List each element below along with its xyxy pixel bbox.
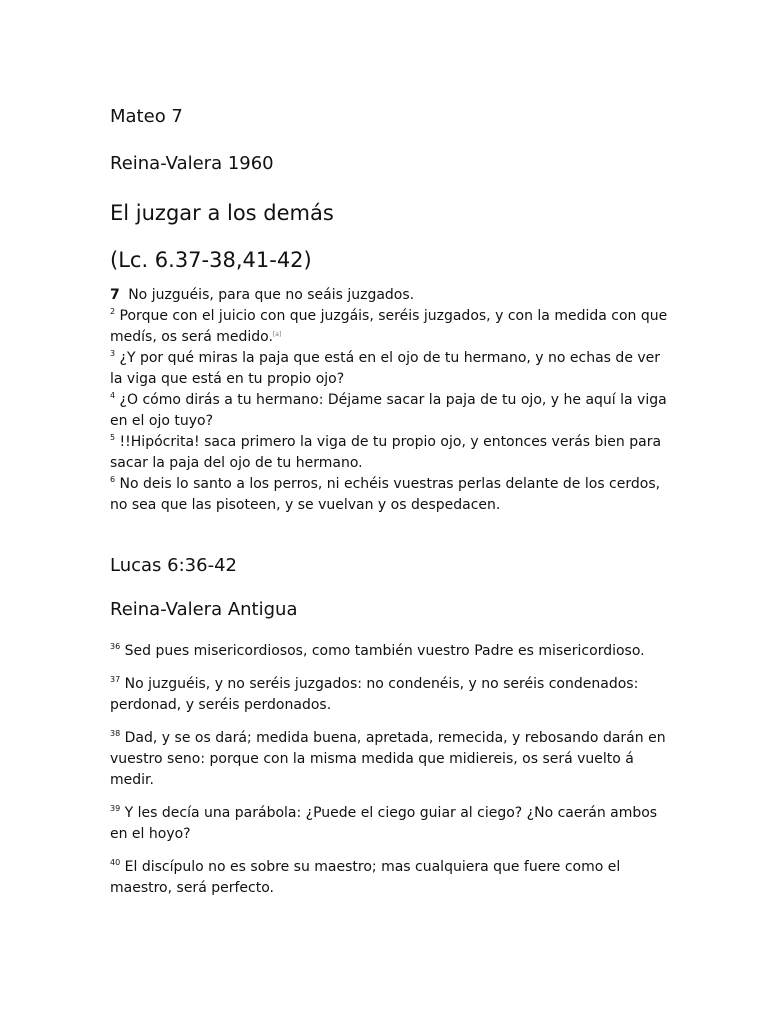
verse-number: 40 — [110, 858, 121, 867]
verse — [110, 728, 670, 791]
verse-text: El discípulo no es sobre su maestro; mas cualquiera que fuere como el maestro, será perfecto. — [110, 859, 621, 896]
chapter-number: 7 — [110, 287, 120, 303]
verse — [110, 285, 670, 306]
verse-number: 6 — [110, 475, 116, 484]
footnote-link[interactable]: [a] — [272, 331, 282, 338]
bible-version: Reina-Valera Antigua — [110, 599, 298, 620]
verse-number: 4 — [110, 391, 116, 400]
section-heading: El juzgar a los demás — [110, 201, 334, 225]
chapter-title: Lucas 6:36-42 — [110, 555, 237, 576]
verse-number: 36 — [110, 642, 121, 651]
verse-text: Sed pues misericordiosos, como también vuestro Padre es misericordioso. — [124, 643, 645, 659]
cross-reference: (Lc. 6.37-38,41-42) — [110, 248, 312, 272]
verse — [110, 803, 670, 845]
verse-list-mateo — [110, 285, 670, 516]
verse-text: No juzguéis, y no seréis juzgados: no condenéis, y no seréis condenados: perdonad, y seréis perdonados. — [110, 676, 639, 713]
verse — [110, 674, 670, 716]
verse — [110, 390, 670, 432]
verse-text: No juzguéis, para que no seáis juzgados. — [123, 287, 415, 303]
verse-text: !!Hipócrita! saca primero la viga de tu propio ojo, y entonces verás bien para sacar la paja del ojo de tu hermano. — [110, 434, 662, 471]
verse-text: Porque con el juicio con que juzgáis, seréis juzgados, y con la medida con que medís, os será medido. — [110, 308, 668, 345]
verse-number: 2 — [110, 307, 116, 316]
verse-number: 39 — [110, 804, 121, 813]
verse-number: 3 — [110, 349, 116, 358]
verse — [110, 474, 670, 516]
verse-text: Y les decía una parábola: ¿Puede el ciego guiar al ciego? ¿No caerán ambos en el hoyo? — [110, 805, 658, 842]
bible-version: Reina-Valera 1960 — [110, 153, 274, 174]
verse-text: ¿Y por qué miras la paja que está en el ojo de tu hermano, y no echas de ver la viga que está en tu propio ojo? — [110, 350, 661, 387]
verse-text: No deis lo santo a los perros, ni echéis vuestras perlas delante de los cerdos, no sea que las pisoteen, y se vuelvan y os despedacen. — [110, 476, 661, 513]
verse — [110, 432, 670, 474]
verse-number: 37 — [110, 675, 121, 684]
verse-text: ¿O cómo dirás a tu hermano: Déjame sacar la paja de tu ojo, y he aquí la viga en el ojo tuyo? — [110, 392, 667, 429]
verse-number: 38 — [110, 729, 121, 738]
verse — [110, 641, 670, 662]
chapter-title: Mateo 7 — [110, 106, 183, 127]
verse-list-lucas — [110, 641, 670, 899]
verse — [110, 306, 670, 348]
verse — [110, 857, 670, 899]
verse-number: 5 — [110, 433, 116, 442]
verse — [110, 348, 670, 390]
verse-text: Dad, y se os dará; medida buena, apretada, remecida, y rebosando darán en vuestro seno: porque con la misma medida que midiereis, os será vuelto á medir. — [110, 730, 666, 788]
